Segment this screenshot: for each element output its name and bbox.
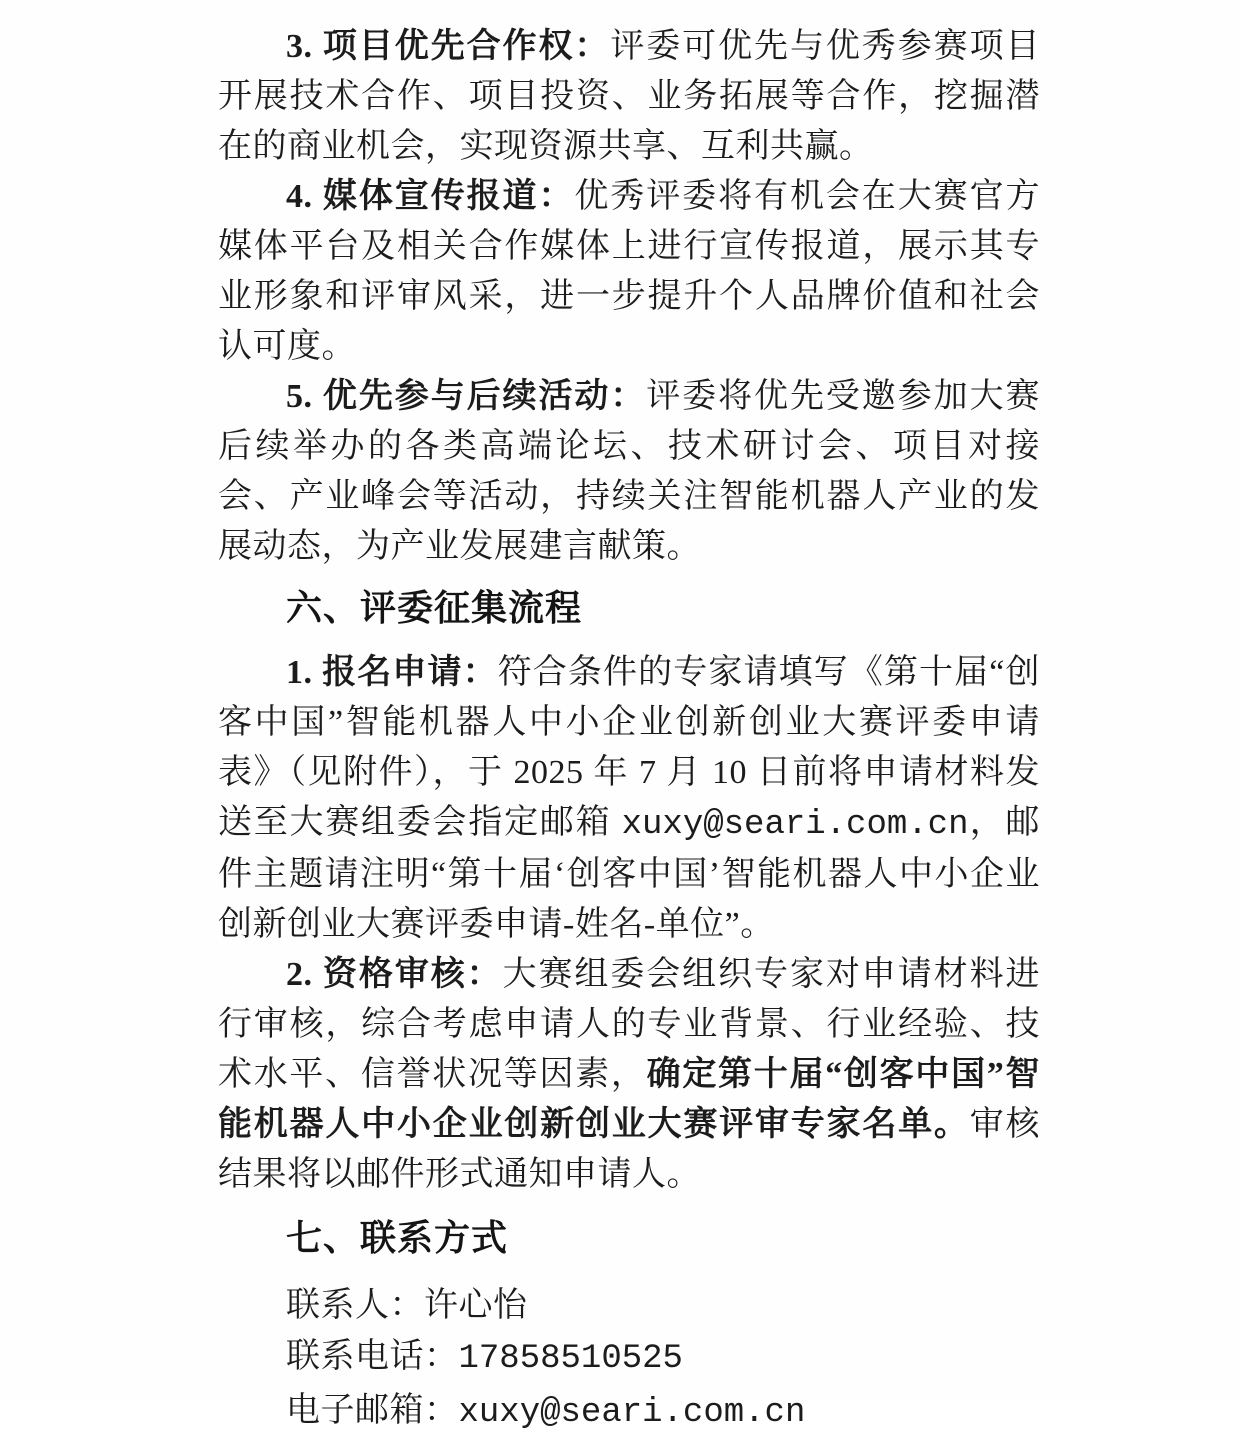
section-6-heading: 六、评委征集流程 bbox=[286, 587, 583, 628]
contact-person-label: 联系人： bbox=[286, 1287, 424, 1324]
benefit-5-text: 评委将优先受邀参加大赛后续举办的各类高端论坛、技术研讨会、项目对接会、产业峰会等活动，持续关注智能机器人产业的发展动态，为产业发展建言献策。 bbox=[218, 378, 1040, 565]
benefit-4-text: 优秀评委将有机会在大赛官方媒体平台及相关合作媒体上进行宣传报道，展示其专业形象和评审风采，进一步提升个人品牌价值和社会认可度。 bbox=[218, 178, 1041, 365]
contact-phone-line bbox=[286, 1331, 1040, 1385]
step-2-lead: 2. 资格审核： bbox=[286, 956, 503, 993]
benefit-4-lead: 4. 媒体宣传报道： bbox=[286, 178, 575, 215]
step-1-text: 符合条件的专家请填写《第十届“创客中国”智能机器人中小企业创新创业大赛评委申请表》（见附件），于 2025 年 7 月 10 日前将申请材料发送至大赛组委会指定邮箱 bbox=[218, 654, 1040, 841]
contact-email-label: 电子邮箱： bbox=[286, 1392, 459, 1429]
contact-phone-label: 联系电话： bbox=[286, 1338, 459, 1375]
step-1-lead: 1. 报名申请： bbox=[286, 654, 498, 691]
section-7-heading: 七、联系方式 bbox=[286, 1217, 509, 1258]
benefit-3-lead: 3. 项目优先合作权： bbox=[286, 28, 611, 65]
benefit-item-4 bbox=[218, 172, 1040, 372]
step-2-emphasis: 确定第十届“创客中国”智能机器人中小企业创新创业大赛评审专家名单。 bbox=[218, 1056, 1041, 1143]
contact-person-value: 许心怡 bbox=[424, 1287, 528, 1324]
step-1-email-text: xuxy@seari.com.cn bbox=[621, 806, 969, 844]
benefit-3-text: 评委可优先与优秀参赛项目开展技术合作、项目投资、业务拓展等合作，挖掘潜在的商业机会，实现资源共享、互利共赢。 bbox=[218, 28, 1041, 165]
step-2-text: 大赛组委会组织专家对申请材料进行审核，综合考虑申请人的专业背景、行业经验、技术水平、信誉状况等因素， bbox=[218, 956, 1041, 1093]
contact-email-value: xuxy@seari.com.cn bbox=[458, 1394, 806, 1432]
benefit-item-3 bbox=[218, 22, 1040, 172]
process-step-1 bbox=[218, 648, 1040, 950]
benefit-5-lead: 5. 优先参与后续活动： bbox=[286, 378, 647, 415]
benefit-item-5 bbox=[218, 372, 1040, 572]
contact-email-line bbox=[286, 1385, 1040, 1439]
step-2-text-cont: 审核结果将以邮件形式通知申请人。 bbox=[218, 1106, 1040, 1193]
step-1-text-cont: ，邮件主题请注明“第十届‘创客中国’智能机器人中小企业创新创业大赛评委申请-姓名-单位”。 bbox=[218, 804, 1041, 943]
contact-person-line bbox=[286, 1280, 1040, 1331]
contact-phone-value: 17858510525 bbox=[458, 1340, 683, 1378]
process-step-2 bbox=[218, 950, 1040, 1200]
